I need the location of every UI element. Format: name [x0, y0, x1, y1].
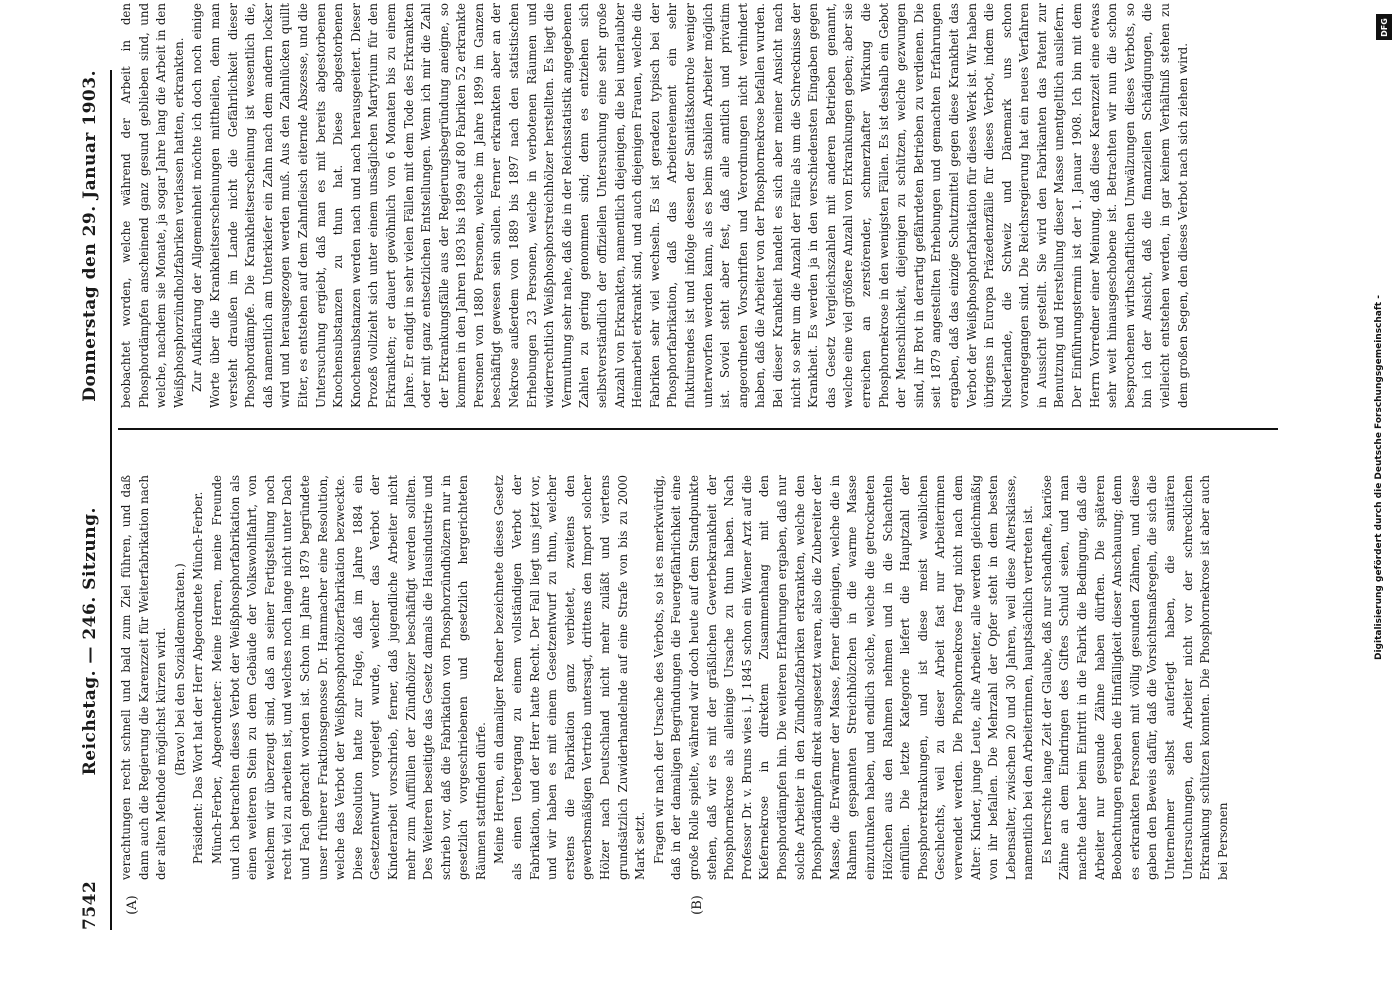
page-header [70, 70, 110, 930]
session-title: Reichstag. — 246. Sitzung. [80, 507, 100, 776]
paragraph: Fragen wir nach der Ursache des Verbots, so ist es merkwürdig, daß in der damaligen Begründungen die Feuergefährlichkeit eine große Rolle spielte, während wir doch heute auf dem Standpunkte stehen, daß wir es mit der gräßlichen Gewerbekrankheit der Phosphornekrose als alleinige Ursache zu thun haben. Nach Professor Dr. v. Bruns wies i. J. 1845 schon ein Wiener Arzt auf die Kiefernekrose in direktem Zusammenhang mit den Phosphordämpfen hin. Die weiteren Erfahrungen ergaben, daß nur solche Arbeiter in den Zündholzfabriken erkrankten, welche den Phosphordämpfen direkt ausgesetzt waren, also die Zubereiter der Masse, die Erwärmer der Masse, ferner diejenigen, welche die in Rahmen gespannten Streichhölzchen in die warme Masse einzutunken haben, und endlich solche, welche die getrockneten Hölzchen aus den Rahmen nehmen und in die Schachteln einfüllen. Die letzte Kategorie liefert die Hauptzahl der Phosphorerkrankungen, und ist diese meist weiblichen Geschlechts, weil zu dieser Arbeit fast nur Arbeiterinnen verwendet werden. Die Phosphornekrose fragt nicht nach dem Alter: Kinder, junge Leute, alte Arbeiter, alle werden gleichmäßig von ihr befallen. Die Mehrzahl der Opfer steht in dem besten Lebensalter, zwischen 20 und 30 Jahren, weil diese Altersklasse, namentlich bei den Arbeiterinnen, hauptsächlich vertreten ist. [651, 475, 1036, 880]
dfg-logo-text: DFG [1379, 17, 1389, 37]
paragraph-president: Präsident: Das Wort hat der Herr Abgeordnete Münch-Ferber. [191, 491, 206, 864]
applause-note: (Bravo! bei den Sozialdemokraten.) [172, 563, 187, 776]
session-date: Donnerstag den 29. Januar 1903. [80, 70, 100, 402]
marker-a: (A) [125, 895, 140, 915]
paragraph: Es herrschte lange Zeit der Glaube, daß nur schadhafte, kariöse Zähne an dem Eindringen des Giftes Schuld seien, und man machte daher beim Eintritt in die Fabrik die Bedingung, daß die Arbeiter nur gesunde Zähne haben dürften. Die späteren Beobachtungen ergaben die Hinfälligkeit dieser Anschauung; denn es erkrankten Personen mit völlig gesunden Zähnen, und diese gaben den Beweis dafür, daß die Vorsichtsmaßregeln, die sich die Unternehmer selbst auferlegt haben, die sanitären Untersuchungen, den Arbeiter nicht vor der schrecklichen Erkrankung schützen konnten. Die Phosphornekrose ist aber auch bei Personen [1039, 475, 1230, 880]
page-number: 7542 [80, 880, 100, 930]
paragraph-speech: Münch-Ferber, Abgeordneter: Meine Herren, meine Freunde und ich betrachten dieses Verbot der Weißphosphorfabrikation als einen weiteren Stein zu dem Gebäude der Volkswohlfahrt, von welchem wir überzeugt sind, daß an seiner Fertigstellung noch recht viel zu arbeiten ist, und welches noch lange nicht unter Dach und Fach gebracht worden ist. Schon im Jahre 1879 begründete unser früherer Fraktionsgenosse Dr. Hammacher eine Resolution, welche das Verbot der Weißphosphorhölzerfabrikation bezweckte. Diese Resolution hatte zur Folge, daß im Jahre 1884 ein Gesetzentwurf vorgelegt wurde, welcher das Verbot der Kinderarbeit vorschrieb, ferner, daß jugendliche Arbeiter nicht mehr zum Auffüllen der Zündhölzer beschäftigt werden sollten. Des Weiteren beseitigte das Gesetz damals die Hausindustrie und schrieb vor, daß die Fabrikation von Phosphorzündhölzern nur in gesetzlich vorgeschriebenen und gesetzlich hergerichteten Räumen stattfinden dürfe. [209, 475, 488, 880]
paragraph: Zur Aufklärung der Allgemeinheit möchte ich doch noch einige Worte über die Krankheitserscheinungen mittheilen, denn man versteht draußen im Lande nicht die Gefährlichkeit dieser Phosphordämpfe. Die Krankheitserscheinung ist wesentlich die, daß namentlich am Unterkiefer ein Zahn nach dem andern locker wird und herausgezogen werden muß. Aus den Zahnlücken quillt Eiter, es entstehen auf dem Zahnfleisch eiternde Abszesse, und die Untersuchung ergiebt, daß man es mit bereits abgestorbenen Knochensubstanzen zu thun hat. Diese abgestorbenen Knochensubstanzen werden nach und nach herausgeeitert. Dieser Prozeß vollzieht sich unter einem unsäglichen Martyrium für den Erkrankten; er dauert gewöhnlich von 6 Monaten bis zu einem Jahre. Er endigt in sehr vielen Fällen mit dem Tode des Erkrankten oder mit ganz entsetzlichen Entstellungen. Wenn ich mir die Zahl der Erkrankungsfälle aus der Regierungsbegründung aneigne, so kommen in den Jahren 1893 bis 1899 auf 80 Fabriken 52 erkrankte Personen von 1880 Personen, welche im Jahre 1899 im Ganzen beschäftigt gewesen sein sollen. Ferner erkrankten aber an der Nekrose außerdem von 1889 bis 1897 nach den statistischen Erhebungen 23 Personen, welche in verbotenen Räumen und widerrechtlich Weißphosphorstreichhölzer herstellten. Es liegt die Vermuthung sehr nahe, daß die in der Reichsstatistik angegebenen Zahlen zu gering genommen sind; denn es entziehen sich selbstverständlich der offiziellen Untersuchung eine sehr große Anzahl von Erkrankten, namentlich diejenigen, die bei unerlaubter Heimarbeit erkrankt sind, und auch diejenigen Frauen, welche die Fabriken sehr viel wechseln. Es ist geradezu typisch bei der Phosphorfabrikation, daß das Arbeiterelement ein sehr fluktuirendes ist und infolge dessen der Sanitätskontrole weniger unterworfen werden kann, als es beim stabilen Arbeiter möglich ist. Soviel steht aber fest, daß alle amtlich und privatim angeordneten Vorschriften und Verordnungen nicht verhindert haben, daß die Arbeiter von der Phosphornekrose befallen wurden. Bei dieser Krankheit handelt es sich aber meiner Ansicht nach nicht so sehr um die Anzahl der Fälle als um die Schrecknisse der Krankheit. Es werden ja in den verschiedensten Eingaben gegen das Gesetz Vergleichszahlen mit anderen Betrieben genannt, welche eine viel größere Anzahl von Erkrankungen geben; aber sie erreichen an zerstörender, schmerzhafter Wirkung die Phosphornekrose in den wenigsten Fällen. Es ist deshalb ein Gebot der Menschlichkeit, diejenigen zu schützen, welche gezwungen sind, ihr Brot in derartig gefährdeten Betrieben zu verdienen. Die seit 1879 angestellten Erhebungen und gemachten Erfahrungen ergaben, daß das einzige Schutzmittel gegen diese Krankheit das Verbot der Weißphosphorfabrikation für dieses Werk ist. Wir haben übrigens in Europa Präzedenzfälle für dieses Verbot, indem die Niederlande, die Schweiz und Dänemark uns schon vorangegangen sind. Die Reichsregierung hat ein neues Verfahren in Aussicht gestellt. Sie wird den Fabrikanten das Patent zur Benutzung und Herstellung dieser Masse unentgeltlich ausliefern. Der Einführungstermin ist der 1. Januar 1908. Ich bin mit dem Herrn Vorredner einer Meinung, daß diese Karenzzeit eine etwas sehr weit hinausgeschobene ist. Betrachten wir nun die schon besprochenen wirthschaftlichen Umwälzungen dieses Verbots, so bin ich der Ansicht, daß die finanziellen Schädigungen, die vielleicht entstehen werden, in gar keinem Verhältniß stehen zu dem großen Segen, den dieses Verbot nach sich ziehen wird. [190, 3, 1190, 408]
right-column [118, 3, 1278, 408]
digitization-text: Digitalisierung gefördert durch die Deutsche Forschungsgemeinschaft - [1374, 295, 1384, 660]
paragraph: verachtungen recht schnell und bald zum Ziel führen, und daß dann auch die Regierung die Karenzzeit für Weiterfabrikation nach der alten Methode möglichst kürzen wird. [119, 475, 169, 880]
marker-b: (B) [690, 895, 705, 915]
paragraph: beobachtet worden, welche während der Arbeit in den Phosphordämpfen anscheinend ganz gesund geblieben sind, und welche, nachdem sie Monate, ja sogar Jahre lang die Arbeit in den Weißphosphorzündholzfabriken verlassen hatten, erkrankten. [119, 3, 186, 408]
column-divider [118, 428, 1278, 430]
dfg-logo [1376, 14, 1392, 40]
paragraph: Meine Herren, ein damaliger Redner bezeichnete dieses Gesetz als einen Uebergang zu einem vollständigen Verbot der Fabrikation, und der Herr hatte Recht. Der Fall liegt uns jetzt vor, und wir haben es mit einem Gesetzentwurf zu thun, welcher erstens die Fabrikation ganz verbietet, zweitens den gewerbsmäßigen Vertrieb untersagt, drittens den Import solcher Hölzer nach Deutschland nicht mehr zuläßt und viertens grundsätzlich Zuwiderhandelnde auf eine Strafe von bis zu 2000 Mark setzt. [492, 475, 648, 880]
left-column [118, 475, 1278, 880]
digitization-note [1362, 0, 1392, 1000]
header-rule [110, 70, 112, 930]
